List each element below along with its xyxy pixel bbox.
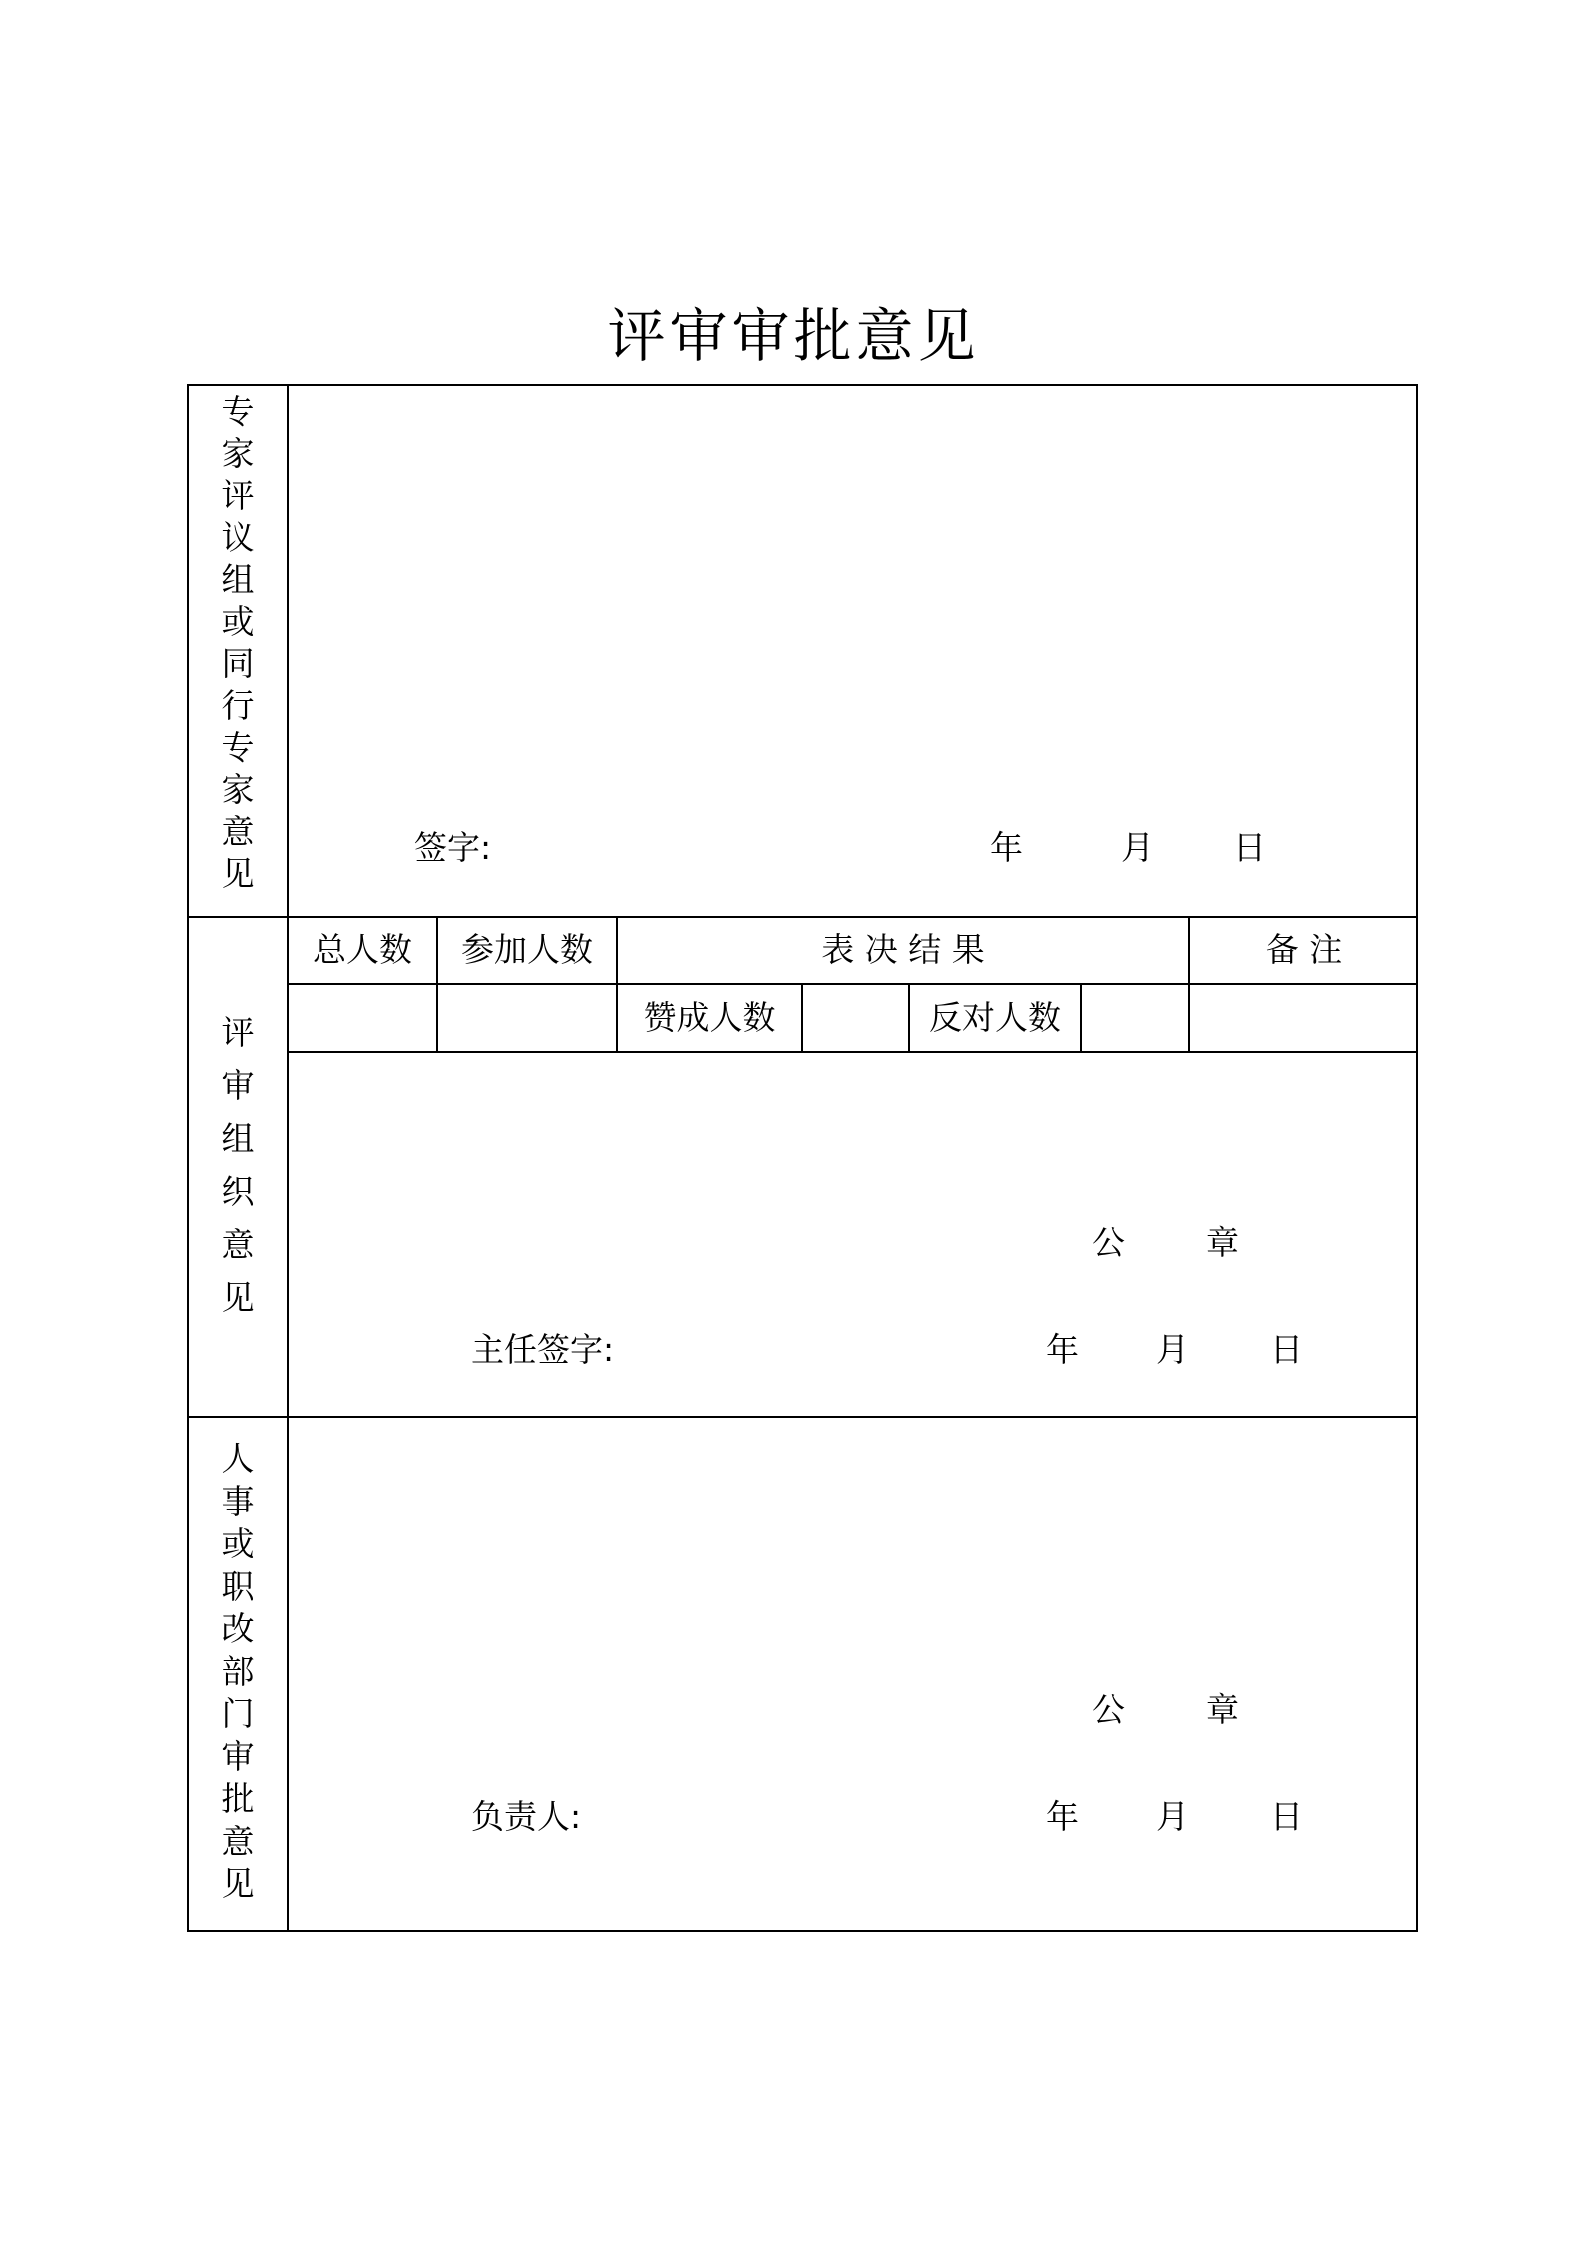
review-org-year: 年 xyxy=(1046,1330,1079,1369)
responsible-person-label: 负责人: xyxy=(471,1797,582,1836)
review-org-month: 月 xyxy=(1156,1330,1189,1369)
review-org-section-label: 评 审 组 织 意 见 xyxy=(221,1013,255,1317)
expert-day: 日 xyxy=(1233,828,1266,867)
vote-table-line xyxy=(801,983,803,1053)
vote-table-line xyxy=(1080,983,1082,1053)
label-column-divider xyxy=(287,384,289,1932)
review-org-seal-gong: 公 xyxy=(1092,1223,1125,1262)
page-title: 评审审批意见 xyxy=(607,302,980,370)
hr-dept-section-label: 人 事 或 职 改 部 门 审 批 意 见 xyxy=(221,1439,255,1903)
expert-sign-label: 签字: xyxy=(414,828,492,867)
vote-table-line xyxy=(287,1051,1418,1053)
director-sign-label: 主任签字: xyxy=(471,1330,615,1369)
hr-dept-day: 日 xyxy=(1270,1797,1303,1836)
expert-year: 年 xyxy=(990,828,1023,867)
header-approve-count: 赞成人数 xyxy=(643,998,776,1037)
header-participants: 参加人数 xyxy=(461,930,593,969)
hr-dept-seal-zhang: 章 xyxy=(1206,1690,1239,1729)
header-remarks: 备 注 xyxy=(1265,930,1343,969)
review-org-seal-zhang: 章 xyxy=(1206,1223,1239,1262)
row-divider xyxy=(187,1416,1418,1418)
expert-section-label: 专 家 评 议 组 或 同 行 专 家 意 见 xyxy=(221,392,255,893)
hr-dept-year: 年 xyxy=(1046,1797,1079,1836)
vote-table-line xyxy=(287,983,1418,985)
hr-dept-month: 月 xyxy=(1156,1797,1189,1836)
expert-month: 月 xyxy=(1121,828,1154,867)
header-total-count: 总人数 xyxy=(313,930,412,969)
header-vote-result: 表 决 结 果 xyxy=(821,930,985,969)
review-org-day: 日 xyxy=(1270,1330,1303,1369)
hr-dept-seal-gong: 公 xyxy=(1092,1690,1125,1729)
header-oppose-count: 反对人数 xyxy=(929,998,1061,1037)
